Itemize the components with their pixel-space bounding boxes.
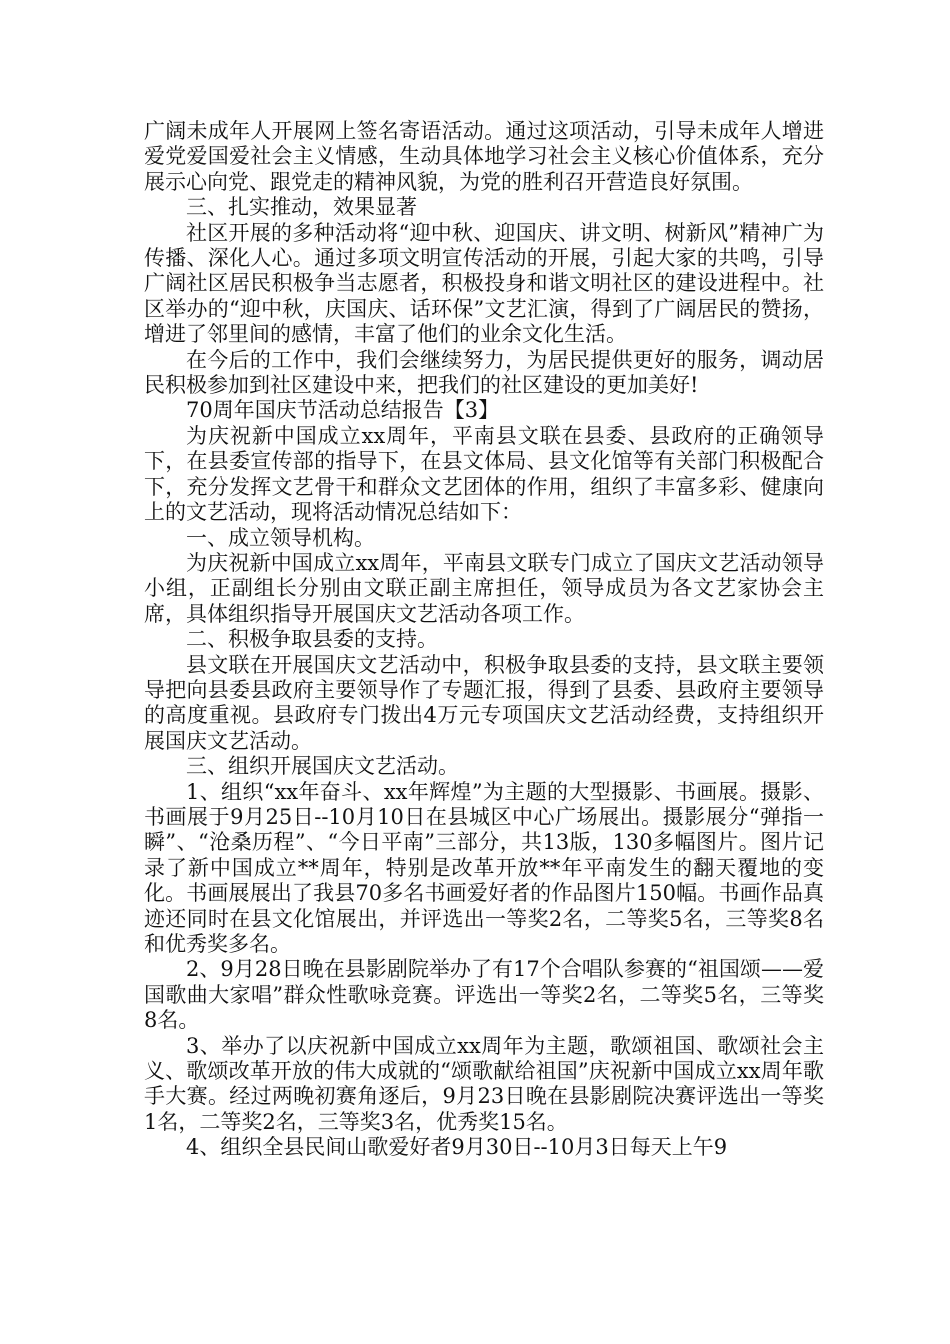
paragraph-continuation: 广阔未成年人开展网上签名寄语活动。通过这项活动，引导未成年人增进爱党爱国爱社会主义情感，生动具体地学习社会主义核心价值体系，充分展示心向党、跟党走的精神风貌，为党的胜利召开营造良好氛围。	[144, 119, 824, 194]
list-item: 2、9月28日晚在县影剧院举办了有17个合唱队参赛的“祖国颂——爱国歌曲大家唱”群众性歌咏竞赛。评选出一等奖2名，二等奖5名，三等奖8名。	[144, 957, 824, 1033]
section-heading-3: 三、组织开展国庆文艺活动。	[186, 754, 459, 779]
section-heading-2: 二、积极争取县委的支持。	[186, 627, 438, 652]
section-heading-3: 三、扎实推动，效果显著	[186, 195, 417, 220]
list-item: 1、组织“xx年奋斗、xx年辉煌”为主题的大型摄影、书画展。摄影、书画展于9月25日--10月10日在县城区中心广场展出。摄影展分“弹指一瞬”、“沧桑历程”、“今日平南”三部分，共13版，130多幅图片。图片记录了新中国成立**周年，特别是改革开放**年平南发生的翻天覆地的变化。书画展展出了我县70多名书画爱好者的作品图片150幅。书画作品真迹还同时在县文化馆展出，并评选出一等奖2名，二等奖5名，三等奖8名和优秀奖多名。	[144, 779, 824, 956]
paragraph: 社区开展的多种活动将“迎中秋、迎国庆、讲文明、树新风”精神广为传播、深化人心。通过多项文明宣传活动的开展，引起大家的共鸣，引导广阔社区居民积极争当志愿者，积极投身和谐文明社区的建设进程中。社区举办的“迎中秋，庆国庆、话环保”文艺汇演，得到了广阔居民的赞扬，增进了邻里间的感情，丰富了他们的业余文化生活。	[144, 220, 824, 347]
list-item: 4、组织全县民间山歌爱好者9月30日--10月3日每天上午9	[186, 1135, 728, 1160]
paragraph: 为庆祝新中国成立xx周年，平南县文联专门成立了国庆文艺活动领导小组，正副组长分别由文联正副主席担任，领导成员为各文艺家协会主席，具体组织指导开展国庆文艺活动各项工作。	[144, 550, 824, 626]
document-page	[144, 119, 824, 1161]
section-heading-1: 一、成立领导机构。	[186, 525, 375, 550]
paragraph: 县文联在开展国庆文艺活动中，积极争取县委的支持，县文联主要领导把向县委县政府主要领导作了专题汇报，得到了县委、县政府主要领导的高度重视。县政府专门拨出4万元专项国庆文艺活动经费，支持组织开展国庆文艺活动。	[144, 652, 824, 753]
list-item: 3、举办了以庆祝新中国成立xx周年为主题，歌颂祖国、歌颂社会主义、歌颂改革开放的伟大成就的“颂歌献给祖国”庆祝新中国成立xx周年歌手大赛。经过两晚初赛角逐后，9月23日晚在县影剧院决赛评选出一等奖1名，二等奖2名，三等奖3名，优秀奖15名。	[144, 1033, 824, 1134]
paragraph: 在今后的工作中，我们会继续努力，为居民提供更好的服务，调动居民积极参加到社区建设中来，把我们的社区建设的更加美好!	[144, 347, 824, 398]
report-title: 70周年国庆节活动总结报告【3】	[186, 398, 500, 423]
paragraph: 为庆祝新中国成立xx周年，平南县文联在县委、县政府的正确领导下，在县委宣传部的指导下，在县文体局、县文化馆等有关部门积极配合下，充分发挥文艺骨干和群众文艺团体的作用，组织了丰富多彩、健康向上的文艺活动，现将活动情况总结如下：	[144, 423, 824, 525]
